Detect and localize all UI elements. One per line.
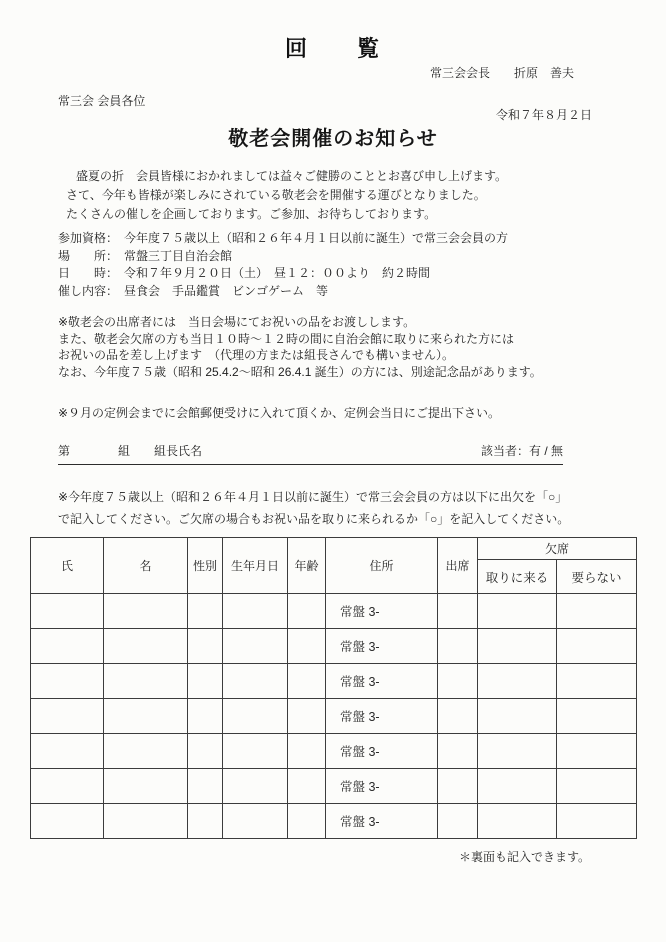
table-header-row-top	[31, 538, 637, 560]
gift-note-line: なお、今年度７５歳（昭和 25.4.2～昭和 26.4.1 誕生）の方には、別途記念品があります。	[58, 364, 542, 379]
intro-line: 盛夏の折 会員皆様におかれましては益々ご健勝のこととお喜び申し上げます。	[76, 169, 508, 183]
cell-gender	[188, 804, 223, 839]
cell-absent-unneeded	[557, 629, 637, 664]
cell-attend	[438, 699, 478, 734]
col-header-age: 年齢	[288, 538, 326, 594]
cell-absent-unneeded	[557, 804, 637, 839]
gift-note-line: お祝いの品を差し上げます （代理の方または組長さんでも構いません）。	[58, 348, 455, 362]
table-row	[31, 629, 637, 664]
gift-note-line: また、敬老会欠席の方も当日１０時～１２時の間に自治会館に取りに来られた方には	[58, 331, 515, 346]
cell-first-name	[104, 664, 188, 699]
cell-first-name	[104, 769, 188, 804]
chairman-name: 常三会会長 折原 善夫	[429, 66, 574, 80]
col-header-attend: 出席	[438, 538, 478, 594]
event-details	[58, 230, 508, 300]
cell-age	[288, 629, 326, 664]
applicable-label: 該当者：有 / 無	[480, 444, 563, 458]
table-row	[31, 699, 637, 734]
cell-attend	[438, 804, 478, 839]
backside-note: ＊裏面も記入できます。	[458, 850, 590, 864]
intro-paragraph	[66, 167, 507, 224]
cell-absent-pickup	[478, 664, 557, 699]
cell-age	[288, 734, 326, 769]
col-header-absent-pickup: 取りに来る	[478, 560, 557, 594]
table-row	[31, 664, 637, 699]
cell-age	[288, 594, 326, 629]
cell-first-name	[104, 734, 188, 769]
table-row	[31, 769, 637, 804]
cell-first-name	[104, 699, 188, 734]
cell-address: 常盤 3-	[326, 804, 438, 839]
cell-address: 常盤 3-	[326, 769, 438, 804]
cell-birthdate	[223, 664, 288, 699]
cell-first-name	[104, 629, 188, 664]
table-row	[31, 734, 637, 769]
cell-age	[288, 664, 326, 699]
cell-gender	[188, 734, 223, 769]
submit-note: ※９月の定例会までに会館郵便受けに入れて頂くか、定例会当日にご提出下さい。	[58, 406, 501, 420]
cell-address: 常盤 3-	[326, 594, 438, 629]
cell-first-name	[104, 804, 188, 839]
group-leader-line	[58, 442, 563, 465]
col-header-absent: 欠席	[478, 538, 637, 560]
intro-line: たくさんの催しを企画しております。ご参加、お待ちしております。	[66, 207, 437, 221]
cell-address: 常盤 3-	[326, 664, 438, 699]
col-header-last-name: 氏	[31, 538, 104, 594]
cell-absent-unneeded	[557, 769, 637, 804]
cell-absent-unneeded	[557, 734, 637, 769]
cell-gender	[188, 769, 223, 804]
cell-gender	[188, 664, 223, 699]
cell-age	[288, 769, 326, 804]
cell-age	[288, 699, 326, 734]
document-date: 令和７年８月２日	[495, 108, 592, 122]
cell-absent-unneeded	[557, 664, 637, 699]
notice-title: 敬老会開催のお知らせ	[228, 128, 438, 150]
cell-birthdate	[223, 629, 288, 664]
cell-last-name	[31, 734, 104, 769]
attendance-form-table	[30, 537, 637, 839]
cell-birthdate	[223, 734, 288, 769]
cell-absent-pickup	[478, 594, 557, 629]
cell-attend	[438, 629, 478, 664]
cell-birthdate	[223, 769, 288, 804]
table-row	[31, 804, 637, 839]
cell-attend	[438, 594, 478, 629]
col-header-first-name: 名	[104, 538, 188, 594]
cell-birthdate	[223, 699, 288, 734]
cell-absent-pickup	[478, 804, 557, 839]
cell-absent-pickup	[478, 734, 557, 769]
cell-birthdate	[223, 594, 288, 629]
entry-instruction-line: ※今年度７５歳以上（昭和２６年４月１日以前に誕生）で常三会会員の方は以下に出欠を「○」	[58, 490, 568, 504]
cell-attend	[438, 769, 478, 804]
cell-last-name	[31, 594, 104, 629]
cell-absent-unneeded	[557, 594, 637, 629]
cell-absent-pickup	[478, 629, 557, 664]
col-header-absent-unneeded: 要らない	[557, 560, 637, 594]
cell-gender	[188, 629, 223, 664]
detail-program: 催し内容： 昼食会 手品鑑賞 ビンゴゲーム 等	[58, 283, 329, 298]
col-header-gender: 性別	[188, 538, 223, 594]
detail-place: 場 所： 常盤三丁目自治会館	[58, 248, 233, 263]
cell-address: 常盤 3-	[326, 629, 438, 664]
recipients-line: 常三会 会員各位	[58, 94, 146, 108]
entry-instruction-line: で記入してください。ご欠席の場合もお祝い品を取りに来られるか「○」を記入してください。	[58, 512, 570, 526]
cell-attend	[438, 734, 478, 769]
group-leader-label: 第 組 組長氏名	[58, 444, 203, 458]
cell-first-name	[104, 594, 188, 629]
cell-absent-unneeded	[557, 699, 637, 734]
detail-datetime: 日 時： 令和７年９月２０日（土） 昼１２：００より 約２時間	[58, 266, 431, 280]
cell-absent-pickup	[478, 769, 557, 804]
detail-eligibility: 参加資格： 今年度７５歳以上（昭和２６年４月１日以前に誕生）で常三会会員の方	[58, 231, 509, 245]
cell-gender	[188, 594, 223, 629]
gift-note-line: ※敬老会の出席者には 当日会場にてお祝いの品をお渡しします。	[58, 315, 416, 329]
cell-last-name	[31, 769, 104, 804]
cell-last-name	[31, 629, 104, 664]
col-header-birthdate: 生年月日	[223, 538, 288, 594]
cell-gender	[188, 699, 223, 734]
cell-address: 常盤 3-	[326, 699, 438, 734]
intro-line: さて、今年も皆様が楽しみにされている敬老会を開催する運びとなりました。	[66, 188, 486, 202]
cell-attend	[438, 664, 478, 699]
entry-instructions	[58, 486, 569, 530]
cell-last-name	[31, 699, 104, 734]
cell-address: 常盤 3-	[326, 734, 438, 769]
table-row	[31, 594, 637, 629]
cell-age	[288, 804, 326, 839]
cell-birthdate	[223, 804, 288, 839]
cell-absent-pickup	[478, 699, 557, 734]
circulation-title: 回 覧	[284, 36, 381, 61]
cell-last-name	[31, 664, 104, 699]
col-header-address: 住所	[326, 538, 438, 594]
gift-note	[58, 314, 542, 380]
cell-last-name	[31, 804, 104, 839]
